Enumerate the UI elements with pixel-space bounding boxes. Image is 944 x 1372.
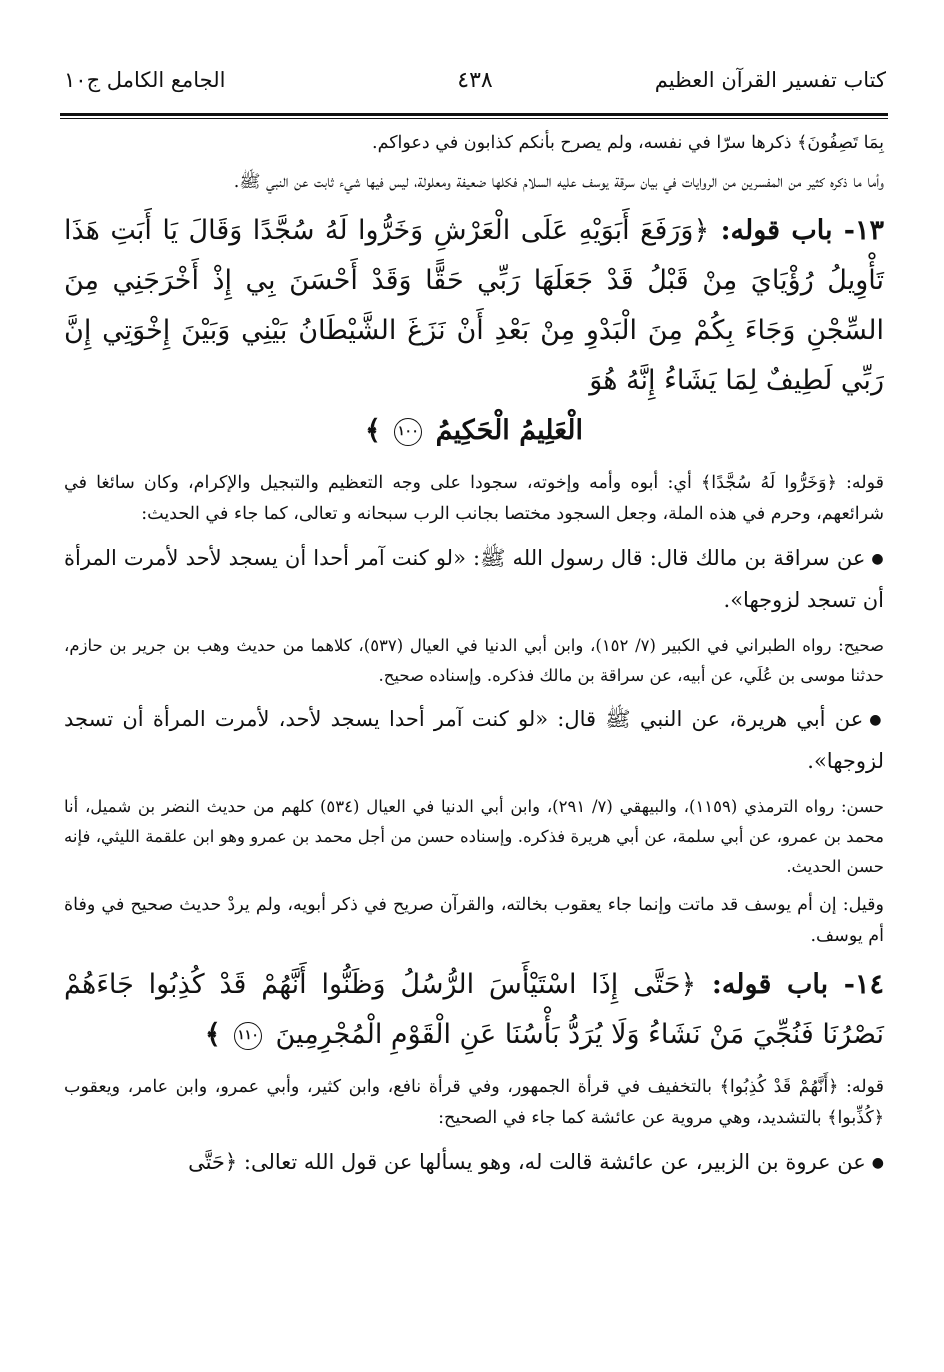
chapter-14-ayah: ﴿حَتَّى إِذَا اسْتَيْأَسَ الرُّسُلُ وَظَنُّوا أَنَّهُمْ قَدْ كُذِبُوا جَاءَهُمْ نَصْرُنَا فَنُجِّيَ مَنْ نَشَاءُ وَلَا يُرَدُّ بَأْسُنَا عَنِ الْقَوْمِ الْمُجْرِمِينَ <box>64 969 884 1050</box>
hadith-3 <box>64 1142 884 1184</box>
hadith-1-text: عن سراقة بن مالك قال: قال رسول الله ﷺ: «لو كنت آمر أحدا أن يسجد لأحد لأمرت المرأة أن تسجد لزوجها». <box>64 546 884 612</box>
chapter-13 <box>64 206 884 456</box>
ayah-number-marker: ١٠٠ <box>394 418 422 446</box>
citation-2: حسن: رواه الترمذي (١١٥٩)، والبيهقي (٧/ ٢٩١)، وابن أبي الدنيا في العيال (٥٣٤) كلهم من حديث النضر بن شميل، أنا محمد بن عمرو، عن أبي سلمة، عن أبي هريرة فذكره. وإسناده حسن من أجل محمد بن عمرو وهو ابن علقمة الليثي، فإنه حسن الحديث. <box>64 797 884 876</box>
chapter-13-heading: ١٣- باب قوله: <box>720 215 884 246</box>
paragraph-5: قوله: ﴿أَنَّهُمْ قَدْ كُذِبُوا﴾ بالتخفيف في قرأة الجمهور، وفي قرأة نافع، وابن كثير، وأبي عمرو، وابن عامر، ويعقوب ﴿كُذِّبوا﴾ بالتشديد، وهي مروية عن عائشة كما جاء في الصحيح: <box>64 1077 884 1128</box>
chapter-14-heading: ١٤- باب قوله: <box>711 969 884 1000</box>
citation-1: صحيح: رواه الطبراني في الكبير (٧/ ١٥٢)، وابن أبي الدنيا في العيال (٥٣٧)، كلاهما من حديث وهب بن جرير بن حازم، حدثنا موسى بن عُلَي، عن أبيه، عن سراقة بن مالك فذكره. وإسناده صحيح. <box>64 636 884 685</box>
running-header <box>64 60 886 100</box>
chapter-14 <box>64 960 884 1060</box>
ayah-close-bracket: ﴾ <box>204 1019 221 1050</box>
book-title: كتاب تفسير القرآن العظيم <box>654 68 886 92</box>
bullet-icon: ● <box>871 551 885 567</box>
paragraph-3: قوله: ﴿وَخَرُّوا لَهُ سُجَّدًا﴾ أي: أبوه وأمه وإخوته، سجودا على وجه التعظيم والتبجيل والإكرام، وكان سائغا في شرائعهم، وحرم في هذه الملة، وجعل السجود مختصا بجانب الرب سبحانه و تعالى، كما جاء في الحديث: <box>64 473 884 524</box>
paragraph-1: بِمَا تَصِفُونَ﴾ ذكرها سرّا في نفسه، ولم يصرح بأنكم كذابون في دعواكم. <box>372 133 884 153</box>
hadith-1 <box>64 538 884 621</box>
chapter-13-ayah: ﴿وَرَفَعَ أَبَوَيْهِ عَلَى الْعَرْشِ وَخَرُّوا لَهُ سُجَّدًا وَقَالَ يَا أَبَتِ هَذَا تَأْوِيلُ رُؤْيَايَ مِنْ قَبْلُ قَدْ جَعَلَهَا رَبِّي حَقًّا وَقَدْ أَحْسَنَ بِي إِذْ أَخْرَجَنِي مِنَ السِّجْنِ وَجَاءَ بِكُمْ مِنَ الْبَدْوِ مِنْ بَعْدِ أَنْ نَزَغَ الشَّيْطَانُ بَيْنِي وَبَيْنَ إِخْوَتِي إِنَّ رَبِّي لَطِيفٌ لِمَا يَشَاءُ إِنَّهُ هُوَ <box>64 215 884 396</box>
header-rule <box>60 113 888 116</box>
chapter-13-ayah-end: الْعَلِيمُ الْحَكِيمُ <box>435 415 584 446</box>
chapter-13-ayah-end-line <box>64 406 884 456</box>
bullet-icon: ● <box>871 1155 884 1171</box>
page-content <box>64 128 884 1194</box>
bullet-icon: ● <box>869 712 884 728</box>
header-rule-thin <box>60 118 888 119</box>
ayah-number-marker: ١١٠ <box>234 1022 262 1050</box>
hadith-3-text: عن عروة بن الزبير، عن عائشة قالت له، وهو يسألها عن قول الله تعالى: ﴿حَتَّى <box>188 1150 866 1174</box>
page-number: ٤٣٨ <box>457 67 493 93</box>
hadith-2 <box>64 699 884 782</box>
ayah-close-bracket: ﴾ <box>364 415 381 446</box>
volume-label: الجامع الكامل ج١٠ <box>64 68 226 92</box>
paragraph-2: وأما ما ذكره كثير من المفسرين من الروايات في بيان سرقة يوسف عليه السلام فكلها ضعيفة ومعلولة، ليس فيها شيء ثابت عن النبي ﷺ. <box>233 172 884 192</box>
paragraph-4: وقيل: إن أم يوسف قد ماتت وإنما جاء يعقوب بخالته، والقرآن صريح في ذكر أبويه، ولم يردْ حديث صحيح في وفاة أم يوسف. <box>64 895 884 946</box>
hadith-2-text: عن أبي هريرة، عن النبي ﷺ قال: «لو كنت آمر أحدا يسجد لأحد، لأمرت المرأة أن تسجد لزوجها». <box>64 707 884 773</box>
